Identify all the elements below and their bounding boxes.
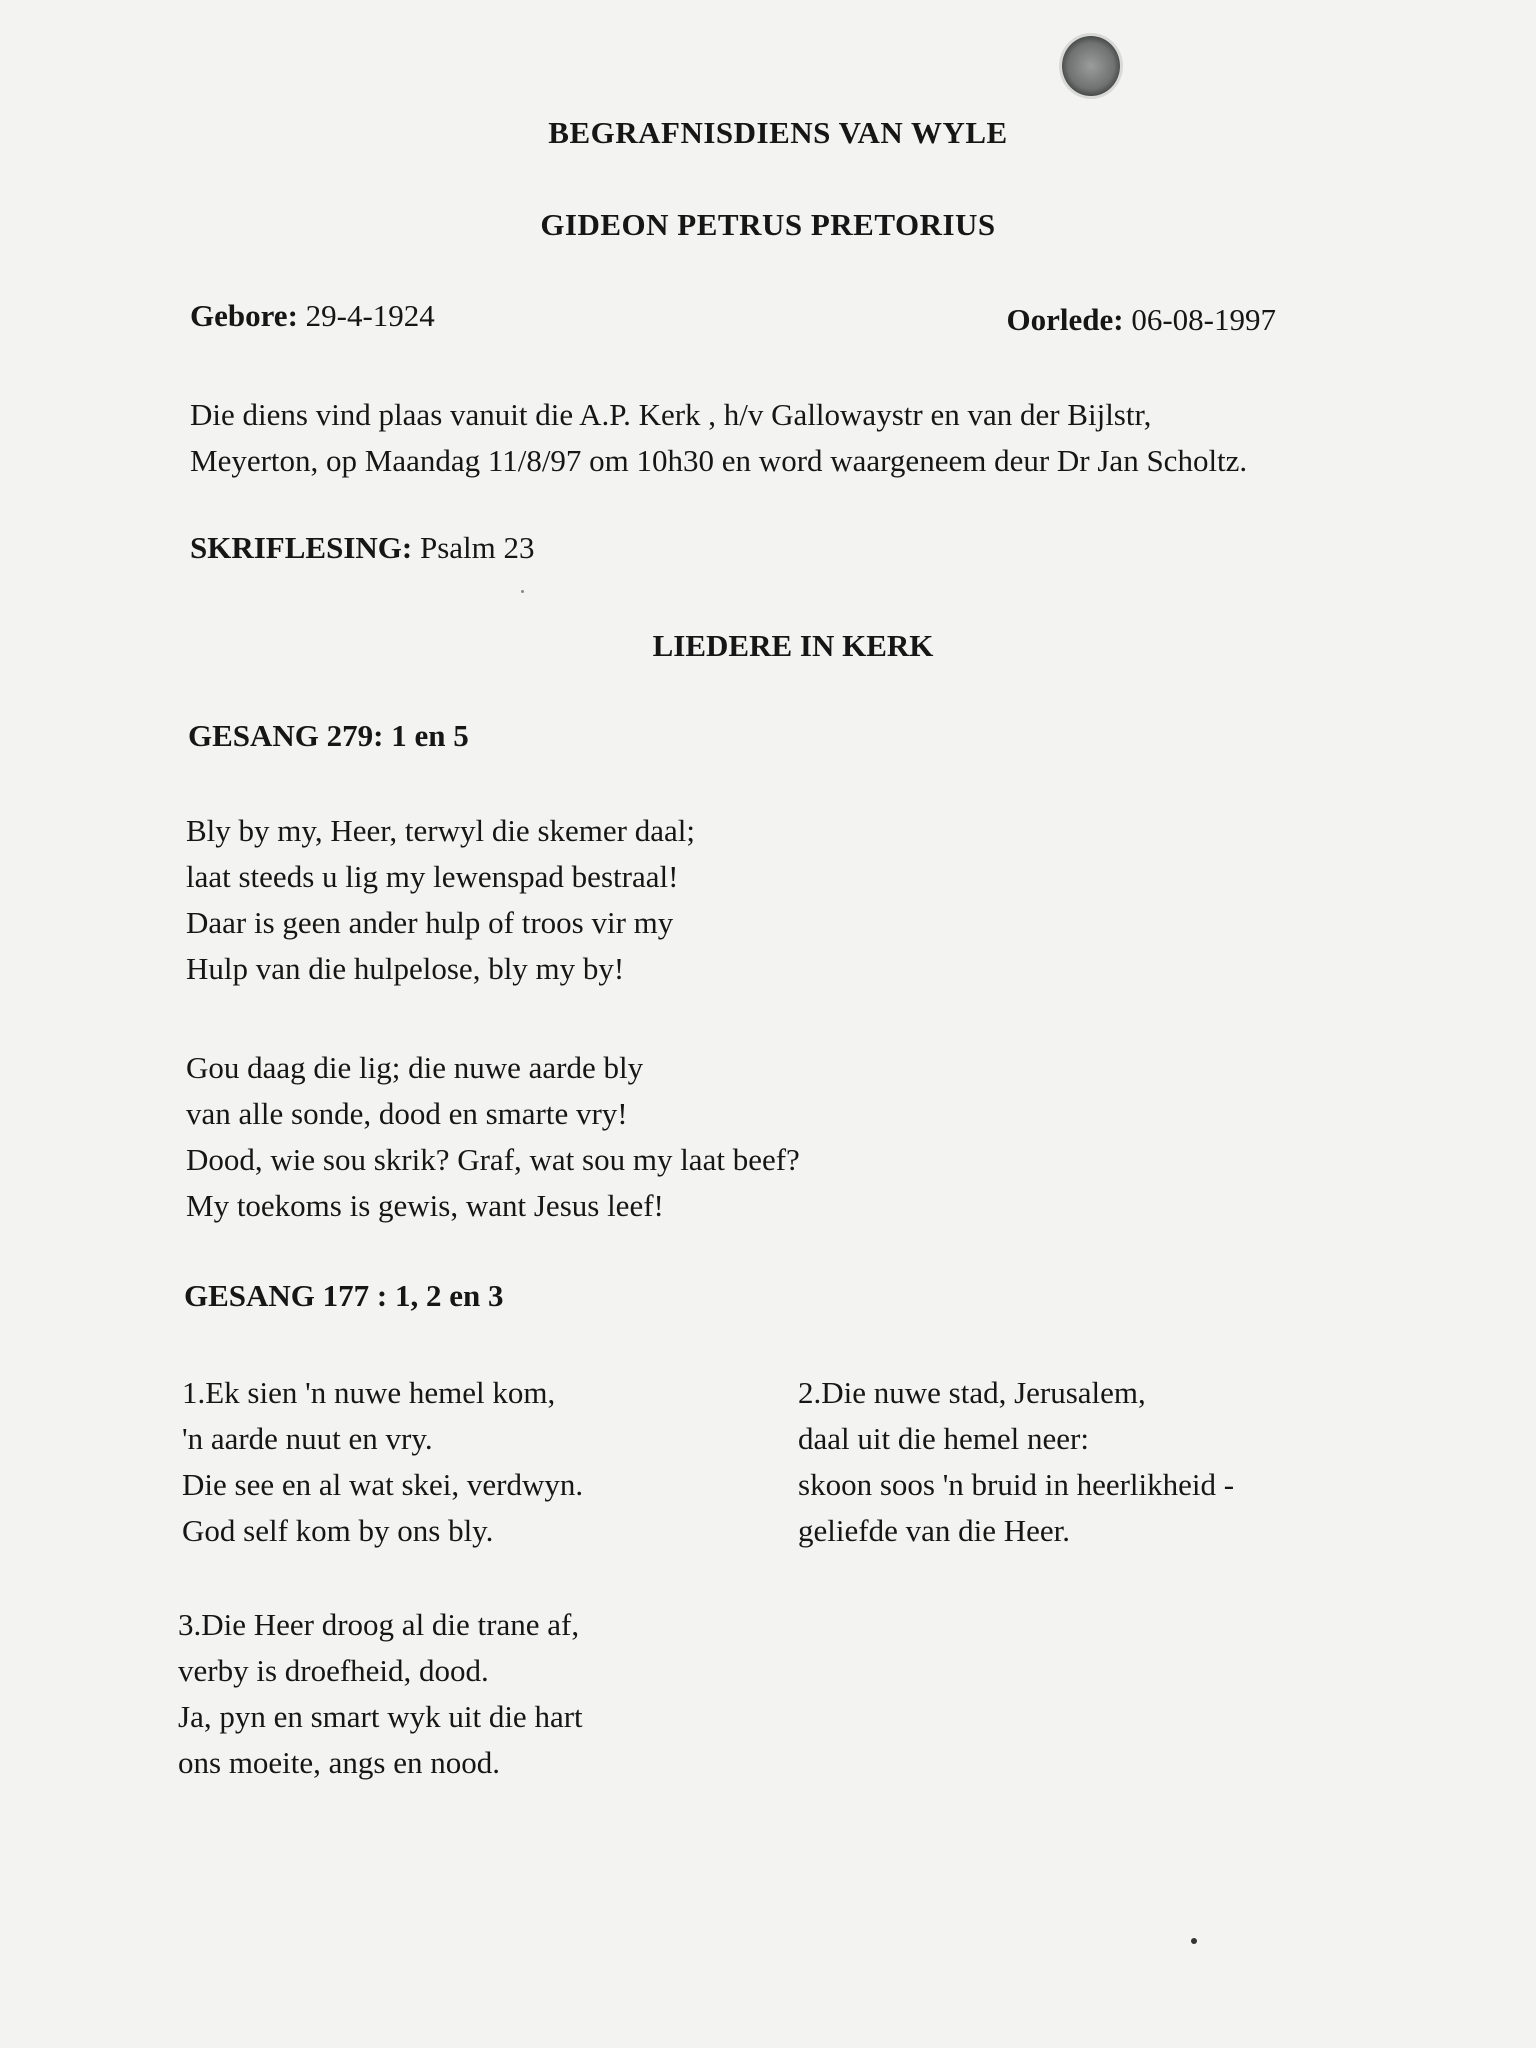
verse-line: Dood, wie sou skrik? Graf, wat sou my laat beef? (186, 1142, 800, 1177)
verse-line: daal uit die hemel neer: (798, 1421, 1089, 1456)
verse-line: Gou daag die lig; die nuwe aarde bly (186, 1050, 644, 1085)
service-line: Meyerton, op Maandag 11/8/97 om 10h30 en word waargeneem deur Dr Jan Scholtz. (190, 443, 1248, 478)
service-details (190, 392, 1450, 484)
verse-line: Ja, pyn en smart wyk uit die hart (178, 1699, 583, 1734)
verse-line: Daar is geen ander hulp of troos vir my (186, 905, 674, 940)
verse-line: Hulp van die hulpelose, bly my by! (186, 951, 625, 986)
punch-hole (1062, 36, 1120, 96)
deceased-name: GIDEON PETRUS PRETORIUS (540, 207, 996, 242)
hymn-heading: GESANG 177 : 1, 2 en 3 (184, 1278, 504, 1313)
scripture-reading (190, 530, 535, 566)
service-line: Die diens vind plaas vanuit die A.P. Kerk , h/v Gallowaystr en van der Bijlstr, (190, 397, 1152, 432)
birth-value: 29-4-1924 (305, 298, 435, 333)
dates-row (190, 298, 1276, 342)
verse-line: skoon soos 'n bruid in heerlikheid - (798, 1467, 1235, 1502)
verse-line: My toekoms is gewis, want Jesus leef! (186, 1188, 664, 1223)
verse-line: van alle sonde, dood en smarte vry! (186, 1096, 628, 1131)
birth-date (190, 298, 435, 334)
verse-line: geliefde van die Heer. (798, 1513, 1070, 1548)
hymn-heading: GESANG 279: 1 en 5 (188, 718, 469, 753)
death-date (1007, 302, 1276, 338)
scripture-label: SKRIFLESING: (190, 530, 413, 565)
death-value: 06-08-1997 (1131, 302, 1276, 337)
hymn-verse (178, 1602, 583, 1786)
verse-line: verby is droefheid, dood. (178, 1653, 489, 1688)
paper-speck (521, 590, 524, 593)
verse-line: ons moeite, angs en nood. (178, 1745, 501, 1780)
document-title: BEGRAFNISDIENS VAN WYLE (548, 115, 1008, 150)
verse-line: God self kom by ons bly. (182, 1513, 494, 1548)
verse-line: 3.Die Heer droog al die trane af, (178, 1607, 580, 1642)
verse-line: 2.Die nuwe stad, Jerusalem, (798, 1375, 1146, 1410)
scripture-value: Psalm 23 (419, 530, 535, 565)
songs-heading: LIEDERE IN KERK (652, 628, 934, 663)
verse-line: 'n aarde nuut en vry. (182, 1421, 433, 1456)
hymn-verse (186, 808, 695, 992)
hymn-verse (182, 1370, 583, 1554)
verse-line: laat steeds u lig my lewenspad bestraal! (186, 859, 679, 894)
verse-line: 1.Ek sien 'n nuwe hemel kom, (182, 1375, 556, 1410)
death-label: Oorlede: (1006, 302, 1124, 337)
birth-label: Gebore: (190, 298, 298, 333)
hymn-verse (798, 1370, 1234, 1554)
verse-line: Bly by my, Heer, terwyl die skemer daal; (186, 813, 695, 848)
verse-line: Die see en al wat skei, verdwyn. (182, 1467, 584, 1502)
paper-speck (1191, 1938, 1197, 1944)
hymn-verse (186, 1045, 800, 1229)
